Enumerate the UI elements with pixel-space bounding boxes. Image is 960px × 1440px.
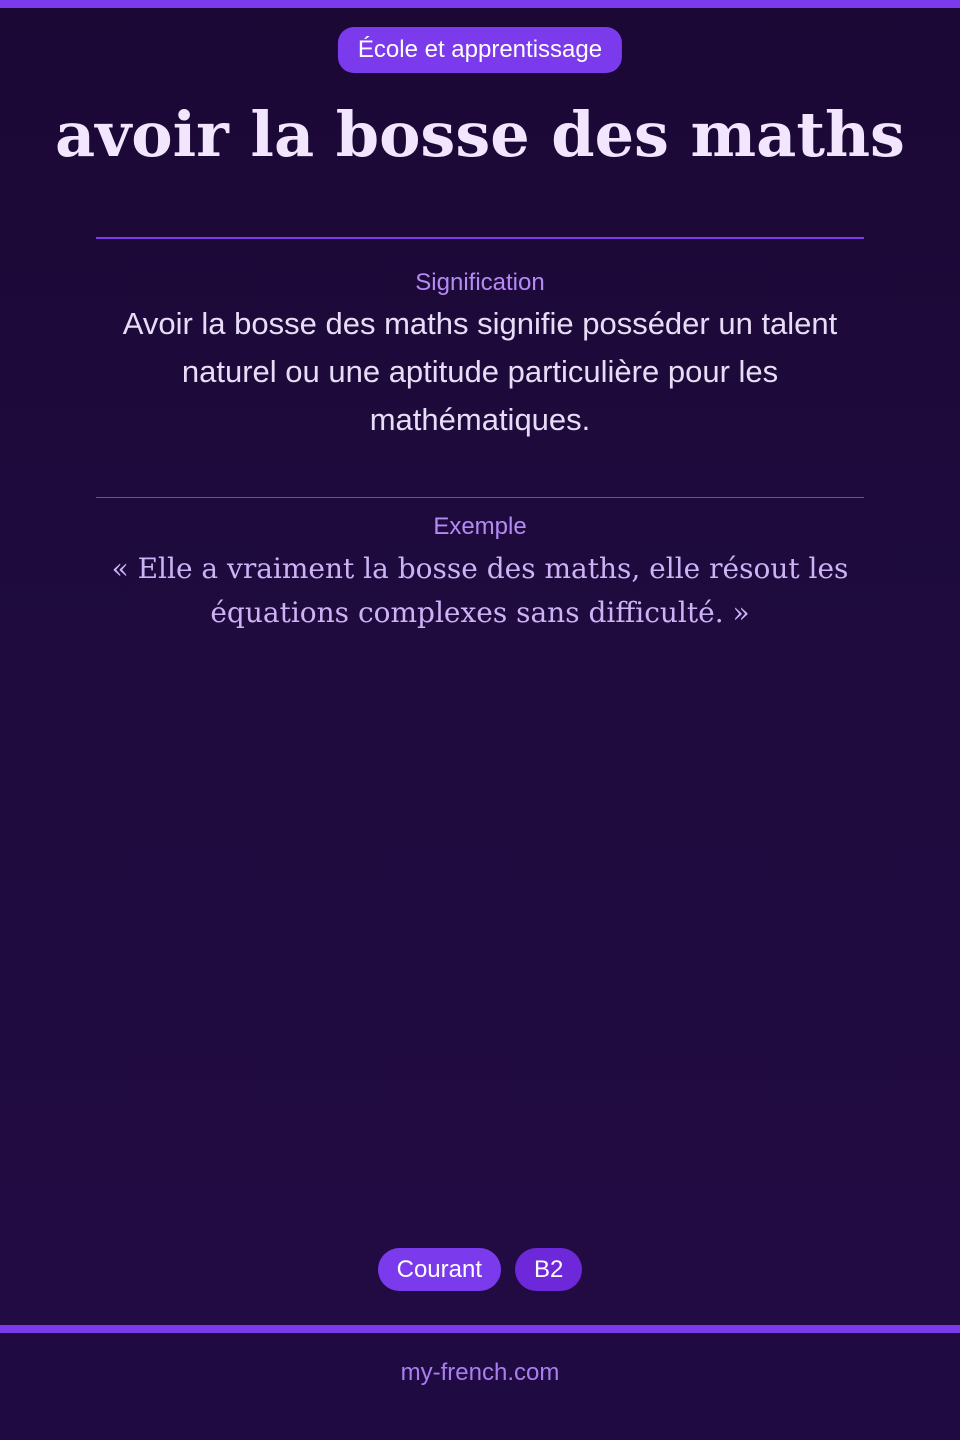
tag-list <box>0 1248 960 1291</box>
register-tag: Courant <box>378 1248 501 1291</box>
divider-top <box>96 237 864 239</box>
footer-site-link[interactable]: my-french.com <box>400 1359 560 1386</box>
meaning-text: Avoir la bosse des maths signifie posséder un talent naturel ou une aptitude particulière pour les mathématiques. <box>122 306 838 437</box>
meaning-label: Signification <box>415 269 545 296</box>
divider-middle <box>96 497 864 498</box>
category-badge: École et apprentissage <box>338 27 622 73</box>
top-accent-bar <box>0 0 960 8</box>
example-label: Exemple <box>433 513 527 540</box>
bottom-accent-bar <box>0 1325 960 1333</box>
expression-title: avoir la bosse des maths <box>55 98 905 171</box>
level-tag: B2 <box>515 1248 582 1291</box>
example-text: « Elle a vraiment la bosse des maths, elle résout les équations complexes sans difficulté. » <box>111 552 849 629</box>
footer <box>0 1333 960 1440</box>
